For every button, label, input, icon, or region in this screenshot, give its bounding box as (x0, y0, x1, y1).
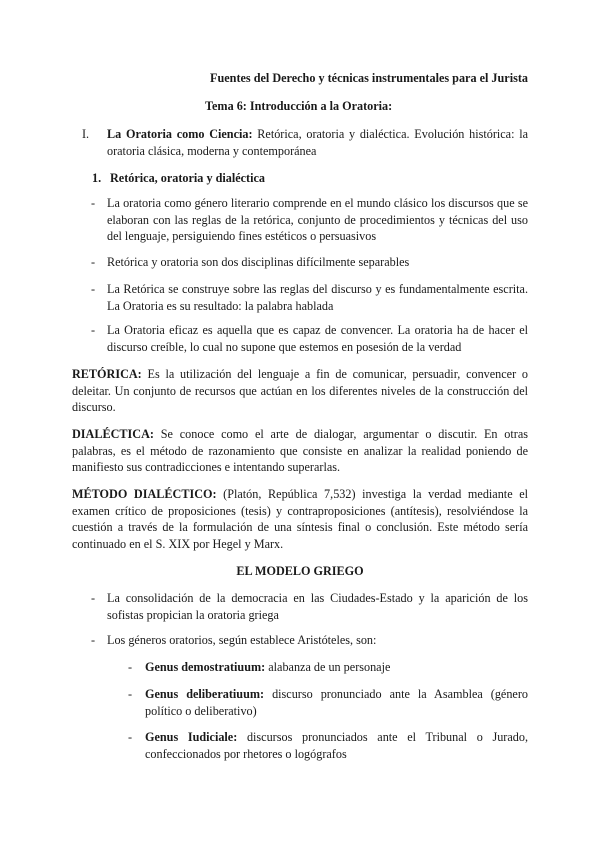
genre-text: discurso pronunciado ante la Asamblea (género político o deliberativo) (145, 687, 528, 718)
section-heading-bold: La Oratoria como Ciencia: (107, 127, 253, 141)
section-heading-rest: Retórica, oratoria y dialéctica. Evolución histórica: la oratoria clásica, moderna y contemporánea (107, 127, 529, 158)
bullet-dash: - (91, 633, 96, 647)
dialectica-text: Se conoce como el arte de dialogar, argumentar o discutir. En otras palabras, es el método de razonamiento que consiste en analizar la realidad poniendo de manifiesto sus contradicciones e intentando superarlas. (72, 427, 528, 474)
bullet-dash: - (128, 730, 133, 744)
list-item (91, 322, 528, 355)
list-item (91, 195, 528, 245)
list-item (91, 281, 528, 314)
list-item-text: La Oratoria eficaz es aquella que es capaz de convencer. La oratoria ha de hacer el discurso creíble, lo cual no supone que estemos en posesión de la verdad (107, 323, 528, 354)
bullet-dash: - (91, 282, 96, 296)
metodo-definition (72, 486, 528, 552)
genre-item (128, 686, 528, 719)
genre-label: Genus Iudiciale: (145, 730, 238, 744)
bullet-dash: - (128, 687, 133, 701)
section-heading (107, 126, 528, 159)
greek-model-title: EL MODELO GRIEGO (236, 564, 364, 578)
list-item (91, 632, 528, 649)
genre-label: Genus deliberatiuum: (145, 687, 265, 701)
topic-title: Tema 6: Introducción a la Oratoria: (205, 99, 393, 113)
list-item-text: Retórica y oratoria son dos disciplinas difícilmente separables (107, 255, 410, 269)
bullet-dash: - (91, 255, 96, 269)
retorica-text: Es la utilización del lenguaje a fin de comunicar, persuadir, convencer o deleitar. Un conjunto de recursos que actúan en los diferentes niveles de la construcción del discurso. (72, 367, 528, 414)
list-item-text: La consolidación de la democracia en las Ciudades-Estado y la aparición de los sofistas propician la oratoria griega (107, 591, 528, 622)
list-item-text: Los géneros oratorios, según establece Aristóteles, son: (107, 633, 377, 647)
bullet-dash: - (91, 196, 96, 210)
genre-text: alabanza de un personaje (265, 660, 391, 674)
dialectica-definition (72, 426, 528, 476)
genre-text: discursos pronunciados ante el Tribunal o Jurado, confeccionados por rhetores o logógrafos (145, 730, 528, 761)
retorica-label: RETÓRICA: (72, 367, 142, 381)
retorica-definition (72, 366, 528, 416)
list-item (91, 254, 528, 271)
course-title: Fuentes del Derecho y técnicas instrumentales para el Jurista (210, 71, 528, 85)
section-numeral: I. (82, 127, 90, 141)
list-item (91, 590, 528, 623)
genre-label: Genus demostratiuum: (145, 660, 266, 674)
list-item-text: La Retórica se construye sobre las reglas del discurso y es fundamentalmente escrita. La Oratoria es su resultado: la palabra hablada (107, 282, 528, 313)
metodo-label: MÉTODO DIALÉCTICO: (72, 487, 217, 501)
bullet-dash: - (128, 660, 133, 674)
metodo-text: (Platón, República 7,532) investiga la verdad mediante el examen crítico de proposiciones (tesis) y contraproposiciones (antítesis), resolviéndose la cuestión a través de la formulación de una síntesis final o conclusión. Este método sería continuado en el S. XIX por Hegel y Marx. (72, 487, 529, 551)
subsection-title: Retórica, oratoria y dialéctica (110, 171, 265, 185)
genre-item (128, 729, 528, 762)
dialectica-label: DIALÉCTICA: (72, 427, 154, 441)
genre-item (128, 659, 528, 676)
bullet-dash: - (91, 591, 96, 605)
subsection-number: 1. (92, 171, 102, 185)
bullet-dash: - (91, 323, 96, 337)
list-item-text: La oratoria como género literario comprende en el mundo clásico los discursos que se elaboran con las reglas de la retórica, conjunto de procedimientos y técnicas del uso del lenguaje, persiguiendo fines estéticos o persuasivos (107, 196, 528, 243)
